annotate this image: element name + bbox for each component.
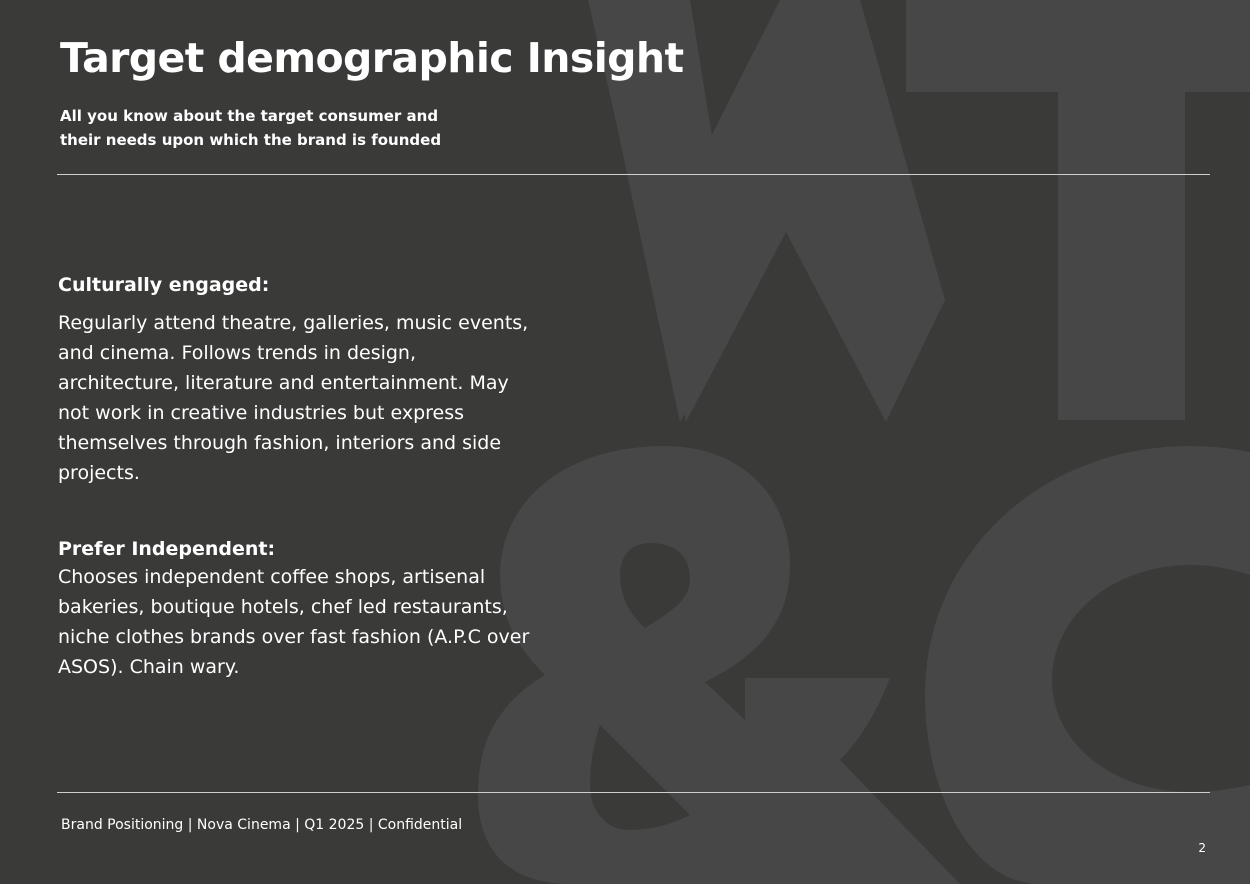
section-body: Regularly attend theatre, galleries, music events, and cinema. Follows trends in design, architecture, literature and entertainment. May not work in creative industries but express themselves through fashion, interiors and side projects. [58, 312, 529, 484]
page-number: 2 [1198, 841, 1206, 855]
section-body: Chooses independent coffee shops, artisenal bakeries, boutique hotels, chef led restaurants, niche clothes brands over fast fashion (A.P.C over ASOS). Chain wary. [58, 566, 530, 678]
footer-text: Brand Positioning | Nova Cinema | Q1 2025 | Confidential [61, 817, 463, 833]
page-title: Target demographic Insight [60, 34, 684, 82]
insight-section-prefer-independent [58, 536, 538, 682]
insight-section-culturally-engaged [58, 272, 538, 488]
section-heading: Prefer Independent: [58, 538, 276, 560]
section-heading: Culturally engaged: [58, 274, 270, 296]
page-subtitle: All you know about the target consumer and their needs upon which the brand is founded [60, 107, 442, 149]
header-divider [57, 174, 1210, 175]
footer-divider [57, 792, 1210, 793]
